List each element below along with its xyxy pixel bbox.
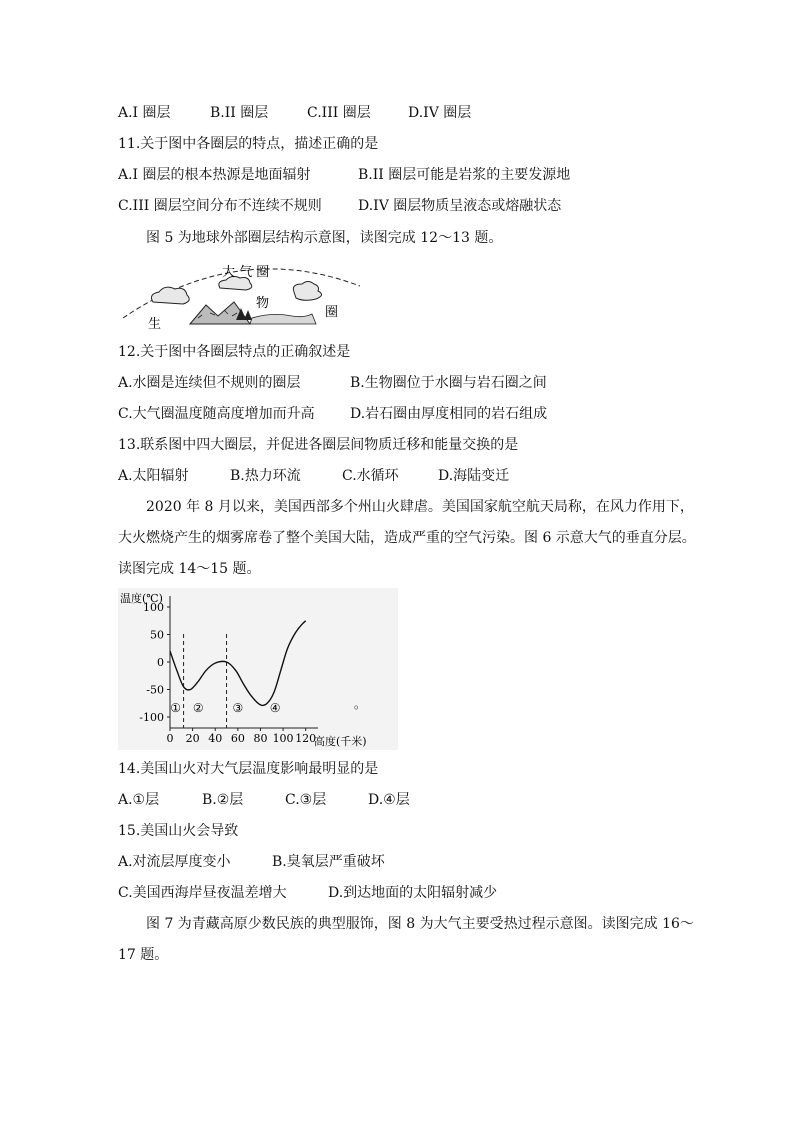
q13-option-a: A.太阳辐射 [118, 468, 189, 484]
water-surface [250, 314, 316, 324]
fig5-intro: 图 5 为地球外部圈层结构示意图，读图完成 12～13 题。 [146, 230, 503, 246]
y-tick-label: 50 [150, 628, 164, 642]
x-tick-label: 120 [295, 732, 317, 745]
cloud-right-icon [293, 282, 321, 301]
y-tick-label: 100 [143, 601, 164, 614]
label-wu: 物 [256, 296, 270, 311]
passage-line-2: 大火燃烧产生的烟雾席卷了整个美国大陆，造成严重的空气污染。图 6 示意大气的垂直分层。 [118, 530, 696, 546]
q10-option-a: A.I 圈层 [118, 105, 171, 121]
q11-stem: 11.关于图中各圈层的特点，描述正确的是 [118, 136, 379, 152]
q12-option-a: A.水圈是连续但不规则的圈层 [118, 375, 301, 391]
q14-option-c: C.③层 [285, 792, 327, 808]
q13-option-d: D.海陆变迁 [438, 468, 510, 484]
q14-option-b: B.②层 [202, 792, 244, 808]
q10-option-b: B.II 圈层 [210, 105, 269, 121]
layer-label: ④ [269, 701, 281, 715]
q10-option-c: C.III 圈层 [307, 105, 371, 121]
layer-label: ① [170, 701, 182, 715]
q15-option-b: B.臭氧层严重破坏 [272, 854, 385, 870]
cloud-left-icon [151, 287, 189, 304]
label-quan: 圈 [325, 305, 339, 320]
x-tick-label: 20 [185, 732, 200, 745]
q14-option-d: D.④层 [368, 792, 410, 808]
fig78-intro-line-2: 17 题。 [118, 947, 169, 963]
x-tick-label: 0 [166, 732, 174, 745]
y-tick-label: 0 [157, 656, 164, 669]
q11-option-d: D.IV 圈层物质呈液态或熔融状态 [358, 198, 562, 214]
q15-option-a: A.对流层厚度变小 [118, 854, 231, 870]
layer-label: ② [192, 701, 204, 715]
q15-option-c: C.美国西海岸昼夜温差增大 [118, 885, 287, 901]
layer-label: ③ [232, 701, 244, 715]
q15-stem: 15.美国山火会导致 [118, 823, 239, 839]
q11-option-b: B.II 圈层可能是岩浆的主要发源地 [358, 167, 571, 183]
q13-stem: 13.联系图中四大圈层，并促进各圈层间物质迁移和能量交换的是 [118, 437, 519, 453]
passage-line-1: 2020 年 8 月以来，美国西部多个州山火肆虐。美国国家航空航天局称，在风力作用下， [146, 499, 694, 515]
q11-option-c: C.III 圈层空间分布不连续不规则 [118, 198, 322, 214]
q10-option-d: D.IV 圈层 [408, 105, 472, 121]
q13-option-b: B.热力环流 [230, 468, 301, 484]
chart-ylabel: 温度(℃) [120, 592, 163, 605]
figure-6-atmosphere-temperature-chart [118, 588, 398, 750]
chart-xlabel: 高度(千米) [314, 735, 367, 748]
q11-option-a: A.I 圈层的根本热源是地面辐射 [118, 167, 311, 183]
x-tick-label: 40 [208, 732, 223, 745]
y-tick-label: -100 [139, 711, 164, 724]
x-tick-label: 100 [272, 732, 294, 745]
label-atmosphere: 大 气 圈 [222, 265, 270, 280]
q12-option-c: C.大气圈温度随高度增加而升高 [118, 406, 315, 422]
fig78-intro-line-1: 图 7 为青藏高原少数民族的典型服饰，图 8 为大气主要受热过程示意图。读图完成 16～ [146, 916, 694, 932]
passage-line-3: 读图完成 14～15 题。 [118, 561, 261, 577]
figure-5-earth-spheres [118, 258, 368, 332]
x-tick-label: 80 [253, 732, 268, 745]
q13-option-c: C.水循环 [342, 468, 399, 484]
q15-option-d: D.到达地面的太阳辐射减少 [328, 885, 498, 901]
q12-option-d: D.岩石圈由厚度相同的岩石组成 [350, 406, 548, 422]
label-sheng: 生 [148, 317, 162, 332]
y-tick-label: -50 [146, 683, 164, 697]
q12-option-b: B.生物圈位于水圈与岩石圈之间 [350, 375, 547, 391]
q14-option-a: A.①层 [118, 792, 160, 808]
q14-stem: 14.美国山火对大气层温度影响最明显的是 [118, 761, 379, 777]
q12-stem: 12.关于图中各圈层特点的正确叙述是 [118, 344, 351, 360]
x-tick-label: 60 [230, 732, 245, 745]
chart-annotation: 。 [354, 697, 367, 711]
